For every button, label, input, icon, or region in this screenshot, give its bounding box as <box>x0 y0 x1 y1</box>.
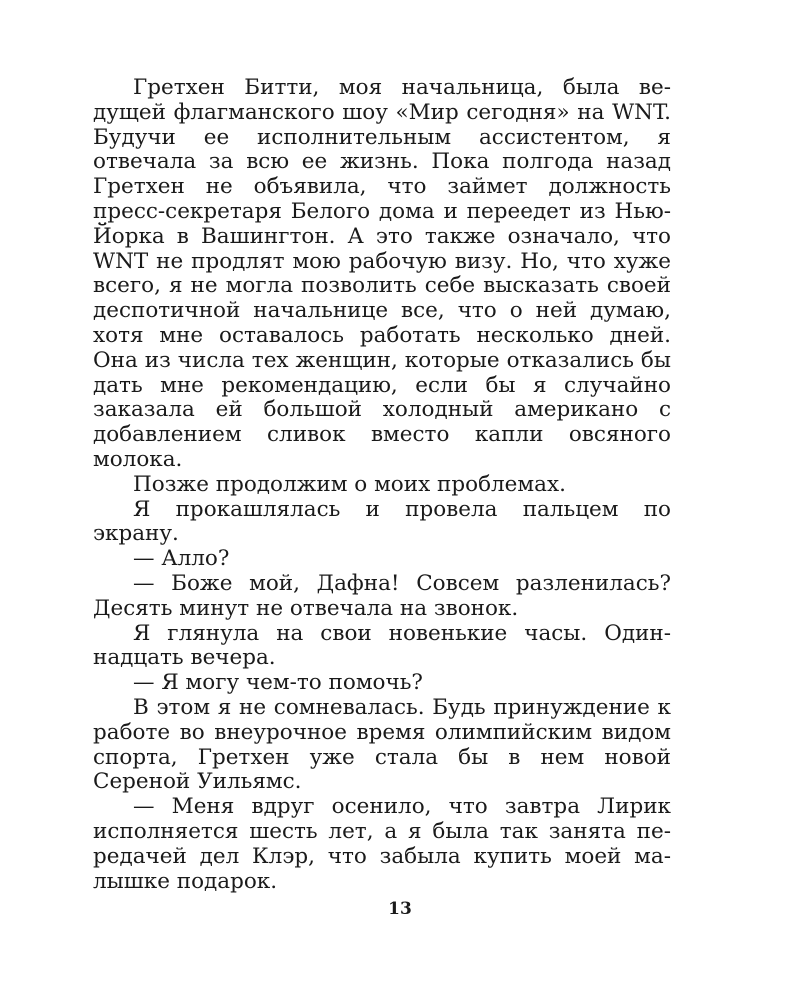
page-number: 13 <box>388 899 412 919</box>
paragraph-9: — Меня вдруг осенило, что завтра Лирик исполняется шесть лет, а я была так занята передачей дел Клэр, что забыла купить моей малышке подарок. <box>93 794 671 894</box>
paragraph-7: — Я могу чем-то помочь? <box>133 670 423 696</box>
paragraph-3: Я прокашлялась и провела пальцем по экрану. <box>93 496 671 547</box>
paragraph-4: — Алло? <box>133 546 230 572</box>
paragraph-8: В этом я не сомневалась. Будь принуждение к работе во внеурочное время олимпийским видом спорта, Гретхен уже стала бы в нем новой Сереной Уильямс. <box>93 694 671 795</box>
paragraph-2: Позже продолжим о моих проблемах. <box>133 471 566 497</box>
paragraph-5: — Боже мой, Дафна! Совсем разленилась? Десять минут не отвечала на звонок. <box>93 570 671 621</box>
book-page-text <box>93 76 671 894</box>
paragraph-6: Я глянула на свои новенькие часы. Одиннадцать вечера. <box>93 620 671 671</box>
paragraph-1: Гретхен Битти, моя начальница, была ведущей флагманского шоу «Мир сегодня» на WNT. Будучи ее исполнительным ассистентом, я отвечала за всю ее жизнь. Пока полгода назад Гретхен не объявила, что займет должность пресс-секретаря Белого дома и переедет из Нью-Йорка в Вашингтон. А это также означало, что WNT не продлят мою рабочую визу. Но, что хуже всего, я не могла позволить себе высказать своей деспотичной начальнице все, что о ней думаю, хотя мне оставалось работать несколько дней. Она из числа тех женщин, которые отказались бы дать мне рекомендацию, если бы я случайно заказала ей большой холодный американо с добавлением сливок вместо капли овсяного молока. <box>93 75 671 472</box>
